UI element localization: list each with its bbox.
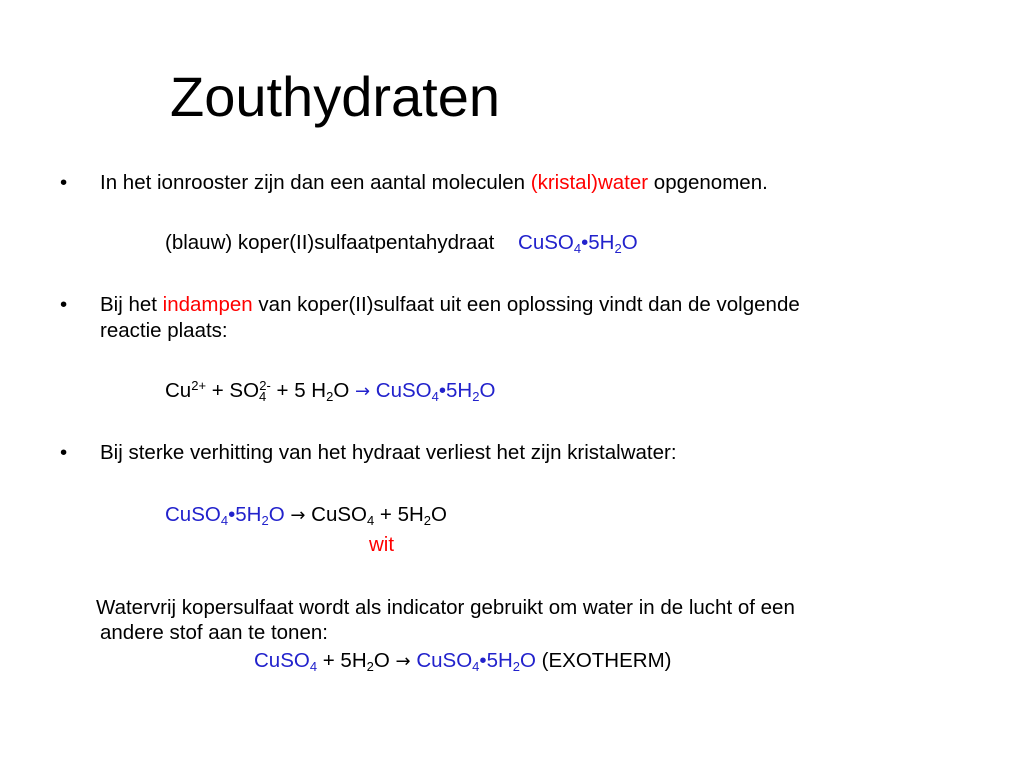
bullet-1-text — [100, 170, 768, 196]
reaction-hydration-product: $CuSO_4•5H_2O$ — [410, 649, 536, 674]
reaction-dehydration: $CuSO_4•5H_2O$ → CuSO$_4$ + $5H_2O$ — [165, 503, 447, 528]
bullet-1-post: opgenomen. — [648, 171, 768, 194]
bullet-2-highlight: indampen — [162, 293, 253, 316]
bullet-2-pre: Bij het — [100, 293, 163, 316]
reaction-hydration: CuSO$_4$ + $5H_2O$ → $CuSO_4•5H_2O$ (EXOTHERM) — [254, 649, 672, 674]
slide-title: Zouthydraten — [170, 65, 500, 128]
bullet-3-marker: • — [60, 441, 68, 464]
bullet-2-text — [100, 292, 800, 318]
indicator-text-line1: Watervrij kopersulfaat wordt als indicator gebruikt om water in de lucht of een — [96, 596, 795, 619]
bullet-3-text: Bij sterke verhitting van het hydraat verliest het zijn kristalwater: — [100, 441, 677, 464]
reaction-hydration-reactant: CuSO$_4$ — [254, 649, 318, 674]
arrow-icon: → — [395, 651, 411, 672]
reaction-crystallization: $Cu^{2+} + SO_4^{2-} + 5$ $H_2O$ → $CuSO_4•5H_2O$ — [165, 378, 496, 404]
formula-pentahydrate-formula: $CuSO_4•5H_2O$ — [518, 231, 638, 256]
indicator-text-line2: andere stof aan te tonen: — [100, 621, 328, 644]
formula-pentahydrate-label: (blauw) koper(II)sulfaatpentahydraat — [165, 231, 495, 254]
bullet-2-line2: reactie plaats: — [100, 319, 228, 342]
bullet-1-marker: • — [60, 171, 68, 194]
reaction-crystallization-product: $CuSO_4•5H_2O$ — [370, 379, 496, 404]
color-note-white: wit — [369, 533, 395, 556]
bullet-1-highlight: (kristal)water — [530, 171, 649, 194]
arrow-icon: → — [290, 505, 306, 526]
bullet-2-post: van koper(II)sulfaat uit een oplossing vindt dan de volgende — [252, 293, 800, 316]
bullet-1-pre: In het ionrooster zijn dan een aantal moleculen — [100, 171, 531, 194]
arrow-icon: → — [354, 381, 371, 402]
formula-pentahydrate — [165, 230, 638, 256]
reaction-dehydration-reactant: $CuSO_4•5H_2O$ — [165, 503, 291, 528]
bullet-2-marker: • — [60, 293, 68, 316]
